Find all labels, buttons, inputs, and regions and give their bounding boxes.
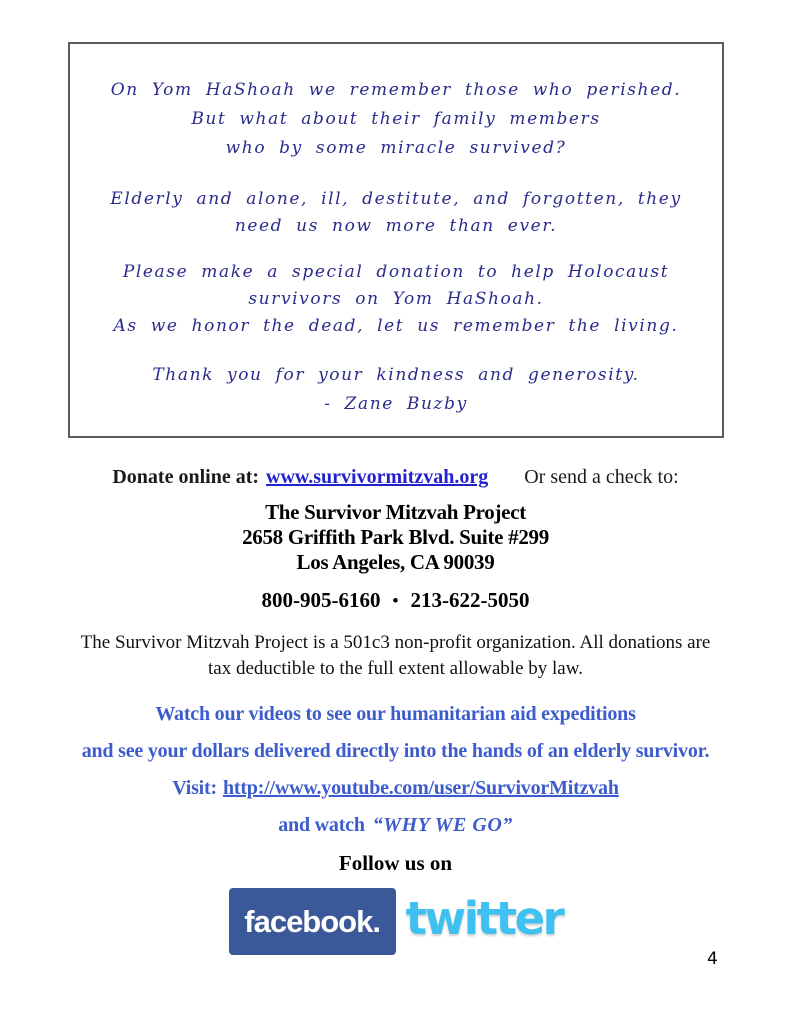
- quote-line: need us now more than ever.: [234, 216, 558, 236]
- quote-line: On Yom HaShoah we remember those who perished.: [110, 80, 682, 100]
- facebook-logo[interactable]: [229, 888, 396, 955]
- phone-number-1: 800-905-6160: [261, 588, 381, 612]
- org-name: The Survivor Mitzvah Project: [265, 500, 526, 524]
- watch-prefix: and watch: [278, 814, 365, 836]
- donate-website-link[interactable]: www.survivormitzvah.org: [266, 466, 489, 488]
- donate-label: Donate online at:: [112, 466, 260, 488]
- facebook-wordmark: facebook.: [244, 904, 380, 939]
- quote-paragraph: [92, 259, 700, 313]
- city-state-zip: Los Angeles, CA 90039: [296, 550, 495, 574]
- watch-line: [0, 814, 791, 837]
- videos-pitch-line-2: and see your dollars delivered directly into the hands of an elderly survivor.: [81, 740, 710, 762]
- nonprofit-statement: [0, 630, 791, 682]
- quote-paragraph: [92, 76, 700, 163]
- youtube-line: [0, 777, 791, 800]
- twitter-logo[interactable]: twitter: [405, 892, 563, 945]
- street-address: 2658 Griffith Park Blvd. Suite #299: [242, 525, 549, 549]
- quote-line: But what about their family members: [191, 109, 601, 129]
- page-number: 4: [707, 949, 718, 969]
- quote-line: Please make a special donation to help Holocaust: [122, 262, 670, 282]
- nonprofit-line: The Survivor Mitzvah Project is a 501c3 non-profit organization. All donations are: [80, 632, 711, 653]
- quote-box: [68, 42, 724, 438]
- quote-paragraph: [92, 361, 700, 390]
- send-check-label: Or send a check to:: [524, 466, 679, 488]
- quote-paragraph: [92, 313, 700, 340]
- follow-us-heading: Follow us on: [338, 851, 453, 875]
- quote-line: who by some miracle survived?: [225, 138, 567, 158]
- quote-line: As we honor the dead, let us remember the living.: [113, 316, 679, 336]
- video-title: “WHY WE GO”: [372, 814, 513, 836]
- phone-numbers: [0, 588, 791, 613]
- mailing-address: [0, 500, 791, 575]
- quote-line: Thank you for your kindness and generosity.: [152, 365, 640, 385]
- nonprofit-line: tax deductible to the full extent allowable by law.: [208, 658, 583, 679]
- quote-paragraph: [92, 186, 700, 240]
- videos-pitch-line-1: Watch our videos to see our humanitarian aid expeditions: [155, 703, 636, 725]
- donate-line: [0, 466, 791, 489]
- signature-line: - Zane Buzby: [324, 394, 468, 414]
- quote-line: Elderly and alone, ill, destitute, and forgotten, they: [110, 189, 682, 209]
- quote-signature: [92, 390, 700, 419]
- youtube-link[interactable]: http://www.youtube.com/user/SurvivorMitzvah: [222, 777, 619, 799]
- phone-number-2: 213-622-5050: [410, 588, 530, 612]
- quote-line: survivors on Yom HaShoah.: [248, 289, 544, 309]
- visit-label: Visit:: [172, 777, 217, 799]
- bullet-separator: •: [392, 591, 399, 610]
- social-logos-row: [0, 888, 791, 955]
